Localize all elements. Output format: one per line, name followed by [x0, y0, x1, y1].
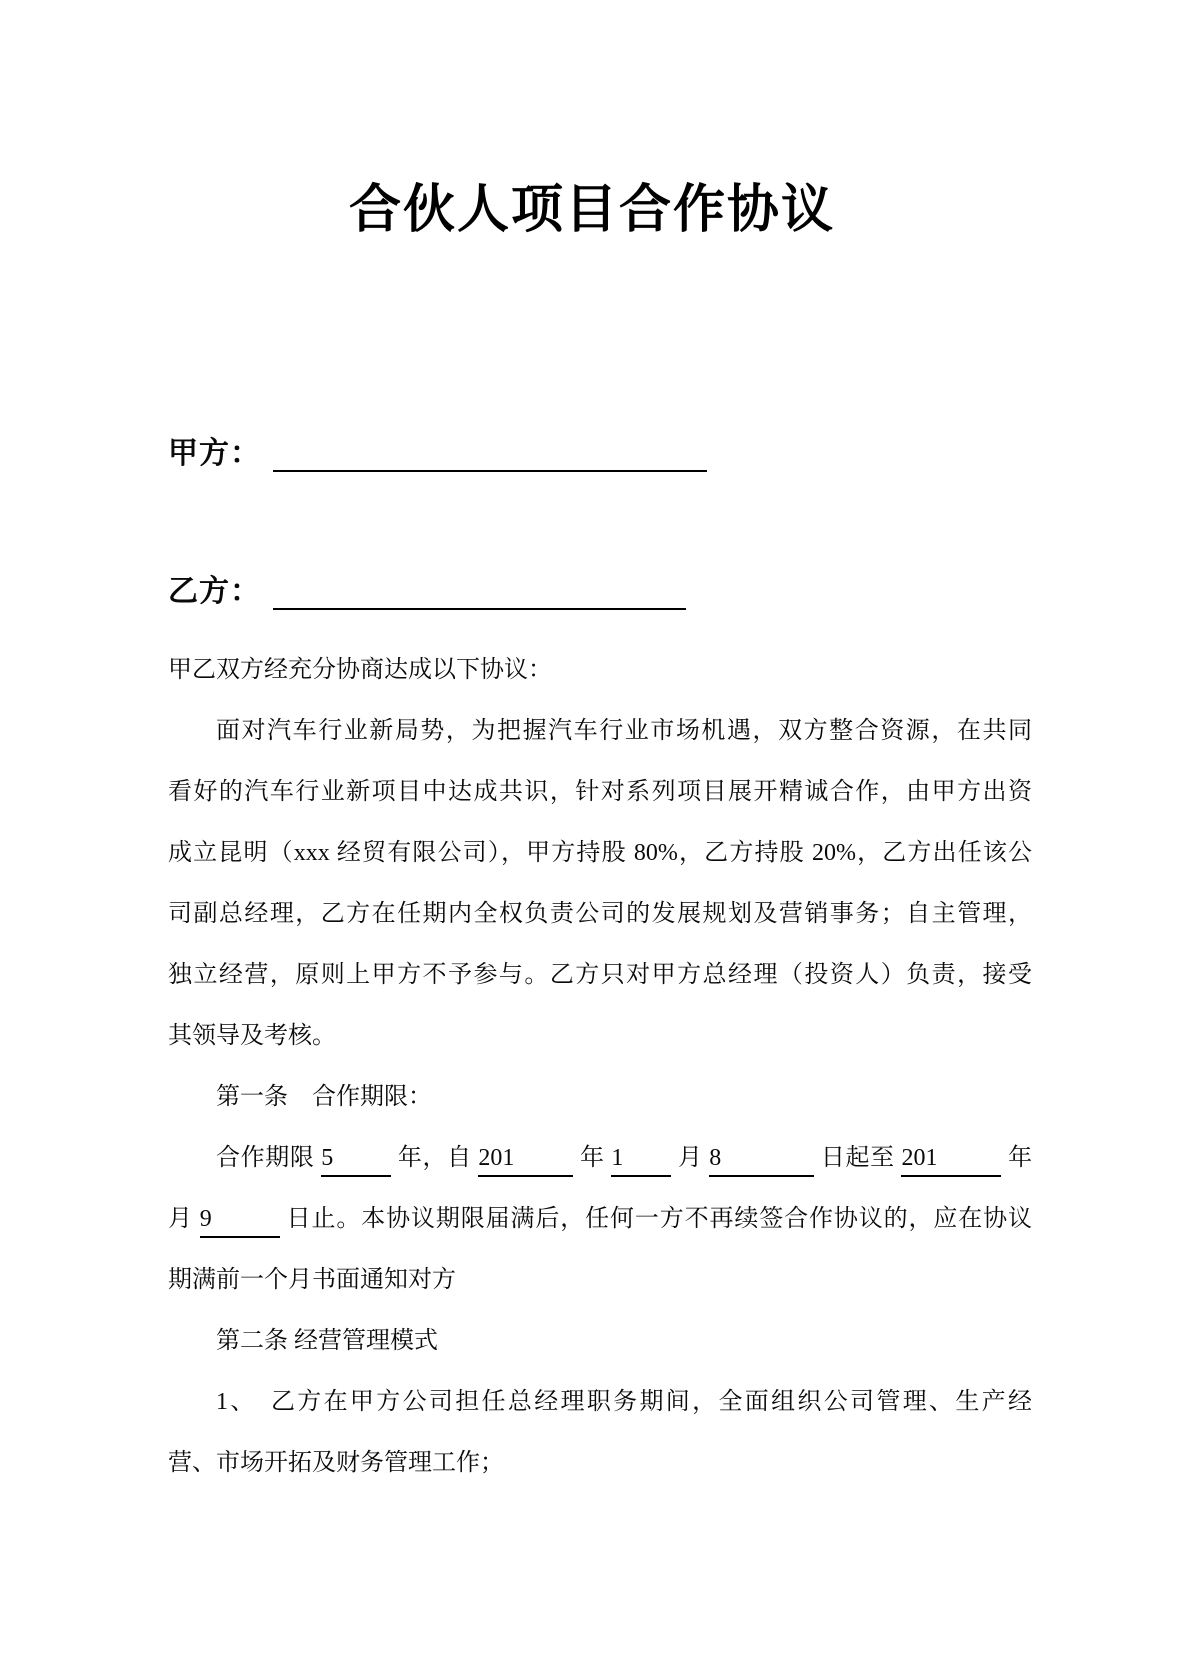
end-day-blank: 9 [200, 1204, 280, 1238]
numbered-item-line: 1、 乙方在甲方公司担任总经理职务期间，全面组织公司管理、生产经 [216, 1389, 1032, 1415]
term-text: 合作期限 [216, 1145, 315, 1171]
term-years-blank: 5 [321, 1143, 391, 1177]
intro-line: 甲乙双方经充分协商达成以下协议： [168, 657, 552, 683]
document-body [168, 640, 1032, 1494]
article-1-heading: 第一条 合作期限： [216, 1084, 432, 1110]
term-text: 月 [168, 1206, 193, 1232]
paragraph-line: 司副总经理，乙方在任期内全权负责公司的发展规划及营销事务；自主管理， [168, 901, 1032, 927]
party-b-row [168, 566, 1184, 610]
term-fill-line-1 [168, 1128, 1032, 1189]
paragraph-line: 成立昆明（xxx 经贸有限公司），甲方持股 80%，乙方持股 20%，乙方出任该公 [168, 840, 1032, 866]
party-a-label: 甲方： [168, 437, 261, 470]
party-b-blank-line [273, 572, 686, 610]
start-month-blank: 1 [611, 1143, 671, 1177]
party-a-row [168, 428, 1184, 472]
paragraph-line: 期满前一个月书面通知对方 [168, 1267, 456, 1293]
party-b-label: 乙方： [168, 575, 261, 608]
term-text: 年 [580, 1145, 605, 1171]
term-text: 月 [677, 1145, 703, 1171]
paragraph-line: 独立经营，原则上甲方不予参与。乙方只对甲方总经理（投资人）负责，接受 [168, 962, 1032, 988]
document-title: 合伙人项目合作协议 [348, 182, 835, 239]
term-text: 年，自 [397, 1145, 472, 1171]
end-year-blank: 201 [901, 1143, 1001, 1177]
paragraph-line: 其领导及考核。 [168, 1023, 336, 1049]
start-day-blank: 8 [709, 1143, 814, 1177]
term-text: 日止。本协议期限届满后，任何一方不再续签合作协议的，应在协议 [286, 1206, 1032, 1232]
term-text: 年 [1008, 1145, 1032, 1171]
paragraph-line: 营、市场开拓及财务管理工作； [168, 1450, 504, 1476]
term-text: 日起至 [820, 1145, 895, 1171]
article-2-heading: 第二条 经营管理模式 [216, 1328, 438, 1354]
term-fill-line-2 [168, 1189, 1032, 1250]
party-a-blank-line [273, 434, 707, 472]
start-year-blank: 201 [478, 1143, 573, 1177]
paragraph-line: 面对汽车行业新局势，为把握汽车行业市场机遇，双方整合资源，在共同 [216, 718, 1032, 744]
paragraph-line: 看好的汽车行业新项目中达成共识，针对系列项目展开精诚合作，由甲方出资 [168, 779, 1032, 805]
